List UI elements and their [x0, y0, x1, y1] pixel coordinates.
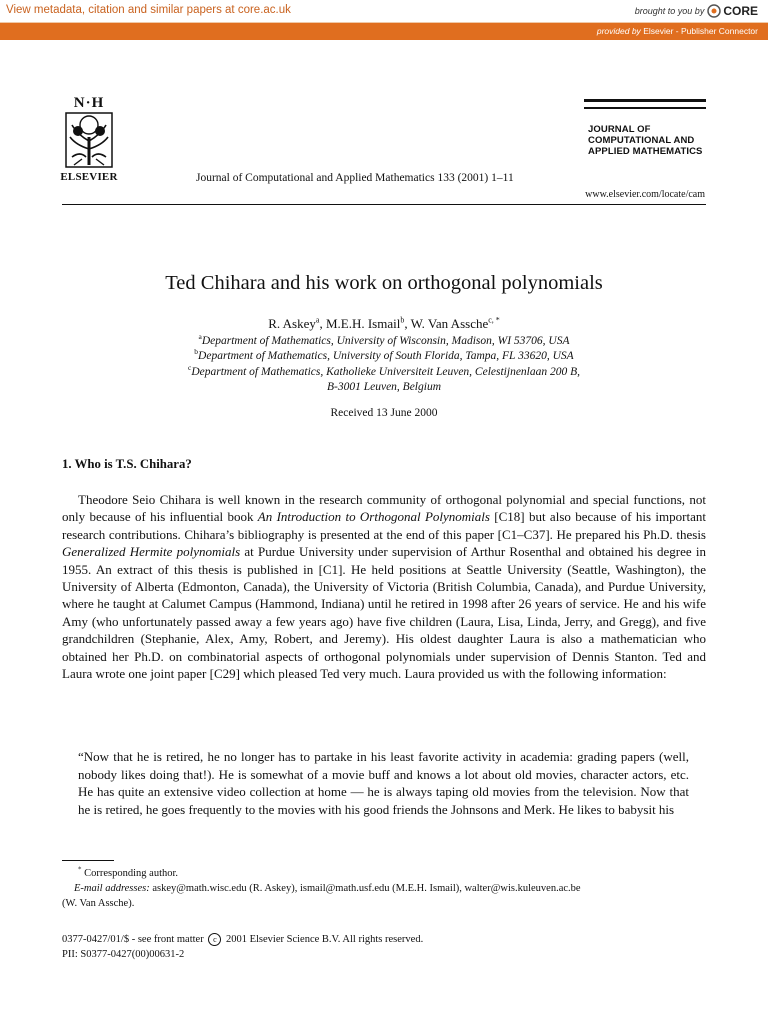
rule-thick [584, 99, 706, 102]
author-list: R. Askey$^a$, M.E.H. Ismail$^b$, W. Van Assche$^{c, *}$ [268, 315, 500, 331]
core-banner-bottom [0, 23, 768, 40]
affiliation [0, 349, 768, 364]
author-affil-sup: c, * [488, 315, 500, 325]
footnote-rule [62, 860, 114, 861]
email-label: E-mail addresses: [74, 883, 150, 894]
article-title: Ted Chihara and his work on orthogonal polynomials [165, 272, 603, 294]
email-note-cont: (W. Van Assche). [62, 898, 135, 909]
copyright-line [62, 932, 423, 947]
copyright-block [62, 932, 423, 962]
brought-to-you-by-text: brought to you by [634, 6, 705, 16]
elsevier-tree-logo [64, 111, 114, 169]
corresponding-author-note [62, 866, 706, 881]
author-name: M.E.H. Ismail [325, 316, 401, 331]
author-affil-sup: b [400, 315, 405, 325]
core-logo-text: CORE [723, 4, 758, 18]
journal-url[interactable]: www.elsevier.com/locate/cam [585, 189, 705, 200]
journal-name-rules [584, 99, 706, 109]
provided-by-prefix: provided by [596, 26, 641, 36]
affiliation [0, 334, 768, 349]
thesis-title: Generalized Hermite polynomials [62, 544, 241, 560]
journal-name [588, 124, 703, 157]
affiliation-text: Department of Mathematics, University of Wisconsin, Madison, WI 53706, USA [201, 335, 570, 347]
author-name: R. Askey [268, 316, 316, 331]
journal-citation: Journal of Computational and Applied Mathematics 133 (2001) 1–11 [196, 172, 514, 184]
affiliation-sup: c [187, 362, 192, 372]
footnotes [62, 866, 706, 911]
front-matter-text: 0377-0427/01/$ - see front matter [62, 934, 204, 945]
footnote-marker: * [78, 865, 82, 874]
brought-to-you-by [635, 4, 758, 18]
core-banner [0, 0, 768, 40]
copyright-text: 2001 Elsevier Science B.V. All rights reserved. [225, 934, 424, 945]
journal-name-line: JOURNAL OF [588, 124, 651, 135]
received-date: Received 13 June 2000 [330, 407, 438, 419]
body-paragraph [62, 491, 706, 682]
email-addresses[interactable]: askey@math.wisc.edu (R. Askey), ismail@math.usf.edu (M.E.H. Ismail), walter@wis.kuleuven.ac.be [149, 883, 581, 894]
affiliation-sup: a [198, 332, 202, 342]
paragraph-text: [C18] but also because of his important research contributions. Chihara’s bibliography is presented at the end of this paper [C1–C37]. He prepared his Ph.D. thesis [62, 509, 706, 542]
author-name: W. Van Assche [410, 316, 489, 331]
block-quote: “Now that he is retired, he no longer has to partake in his least favorite activity in academia: grading papers (well, nobody likes doing that!). He is somewhat of a movie buff and knows a lot about old movies, character actors, etc. He has quite an extensive video collection at home — he is always taping old movies from the television. Now that he is retired, he goes frequently to the movies with his good friends the Johnsons and Merk. He likes to babysit his [78, 749, 689, 817]
journal-name-line: APPLIED MATHEMATICS [588, 146, 703, 157]
book-title: An Introduction to Orthogonal Polynomials [257, 509, 490, 525]
publisher-logo [58, 95, 120, 185]
corresponding-author-text: Corresponding author. [84, 868, 179, 879]
affiliation-text: Department of Mathematics, University of South Florida, Tampa, FL 33620, USA [198, 350, 574, 363]
elsevier-wordmark: ELSEVIER [60, 171, 118, 183]
affiliation [0, 380, 768, 395]
journal-name-line: COMPUTATIONAL AND [588, 135, 695, 146]
rule-thin [584, 107, 706, 109]
email-note [62, 881, 706, 896]
affiliations [0, 334, 768, 396]
core-logo-icon [707, 4, 721, 18]
provided-by-publisher[interactable]: Elsevier - Publisher Connector [643, 26, 758, 36]
header-divider [62, 204, 706, 205]
provided-by [597, 26, 758, 36]
north-holland-mark: N·H [73, 95, 105, 111]
affiliation-sup: b [194, 347, 199, 357]
affiliation-text: Department of Mathematics, Katholieke Universiteit Leuven, Celestijnenlaan 200 B, [191, 365, 581, 378]
metadata-link[interactable]: View metadata, citation and similar papers at core.ac.uk [6, 4, 291, 16]
core-logo[interactable] [707, 4, 758, 18]
paragraph-text: Theodore Seio Chihara is well known in the research community of orthogonal polynomial and special functions, not only because of his influential book [62, 492, 706, 525]
pii-line: PII: S0377-0427(00)00631-2 [62, 949, 185, 960]
affiliation-text: B-3001 Leuven, Belgium [326, 381, 441, 394]
author-affil-sup: a [315, 315, 320, 325]
paragraph-text: at Purdue University under supervision of Arthur Rosenthal and obtained his degree in 1955. An extract of this thesis is published in [C1]. He held positions at Seattle University (Seattle, Washington), the University of Alberta (Edmonton, Canada), the University of Victoria (British Columbia, Canada), and Purdue University, where he taught at Calumet Campus (Hammond, Indiana) until he retired in 1998 after 26 years of service. He and his wife Amy (who unfortunately passed away a few years ago) have five children (Laura, Lisa, Linda, Jerry, and Gregg), and five grandchildren (Stephanie, Alex, Amy, Robert, and Jeremy). His oldest daughter Laura is also a mathematician who obtained her Ph.D. on combinatorial aspects of orthogonal polynomials under supervision of Dennis Stanton. Ted and Laura wrote one joint paper [C29] which pleased Ted very much. Laura provided us with the following information: [62, 544, 706, 682]
copyright-symbol: c [208, 933, 221, 946]
section-heading: 1. Who is T.S. Chihara? [62, 457, 192, 471]
core-banner-top [0, 0, 768, 23]
affiliation [0, 362, 768, 380]
